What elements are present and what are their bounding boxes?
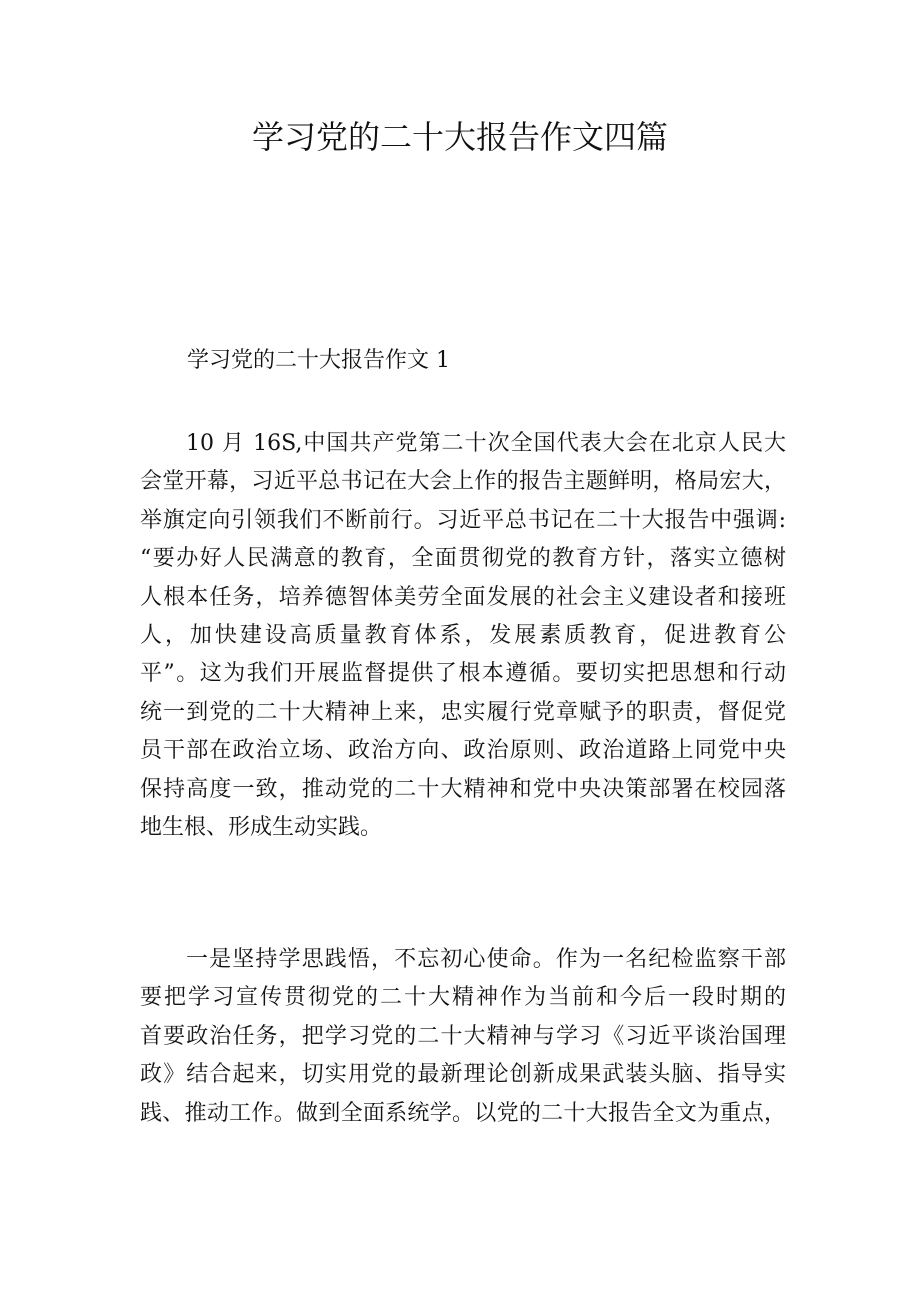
- paragraph-line: 保持高度一致，推动党的二十大精神和党中央决策部署在校园落: [140, 776, 786, 802]
- paragraph-line: 地生根、形成生动实践。: [140, 815, 383, 841]
- paragraph-line: 员干部在政治立场、政治方向、政治原则、政治道路上同党中央: [140, 738, 786, 764]
- paragraph-line: 践、推动工作。做到全面系统学。以党的二十大报告全文为重点，: [140, 1100, 786, 1126]
- body-paragraph-2: [140, 941, 786, 1133]
- paragraph-line: 会堂开幕，习近平总书记在大会上作的报告主题鲜明，格局宏大，: [140, 469, 786, 495]
- paragraph-line: 平”。这为我们开展监督提供了根本遵循。要切实把思想和行动: [140, 661, 786, 687]
- paragraph-line: 10 月 16S,中国共产党第二十次全国代表大会在北京人民大: [186, 431, 786, 456]
- paragraph-line: 要把学习宣传贯彻党的二十大精神作为当前和今后一段时期的: [140, 985, 786, 1011]
- paragraph-line: 人，加快建设高质量教育体系，发展素质教育，促进教育公: [140, 623, 786, 649]
- body-paragraph-1: [140, 425, 786, 847]
- section-heading: 学习党的二十大报告作文 1: [187, 348, 450, 373]
- document-title: 学习党的二十大报告作文四篇: [251, 118, 668, 156]
- paragraph-line: 首要政治任务，把学习党的二十大精神与学习《习近平谈治国理: [140, 1023, 786, 1049]
- paragraph-line: 一是坚持学思践悟，不忘初心使命。作为一名纪检监察干部: [186, 947, 786, 972]
- paragraph-line: 人根本任务，培养德智体美劳全面发展的社会主义建设者和接班: [140, 584, 786, 610]
- paragraph-line: 统一到党的二十大精神上来，忠实履行党章赋予的职责，督促党: [140, 699, 786, 725]
- paragraph-line: 政》结合起来，切实用党的最新理论创新成果武装头脑、指导实: [140, 1062, 786, 1088]
- paragraph-line: “要办好人民满意的教育，全面贯彻党的教育方针，落实立德树: [140, 546, 786, 572]
- paragraph-line: 举旗定向引领我们不断前行。习近平总书记在二十大报告中强调:: [140, 507, 786, 533]
